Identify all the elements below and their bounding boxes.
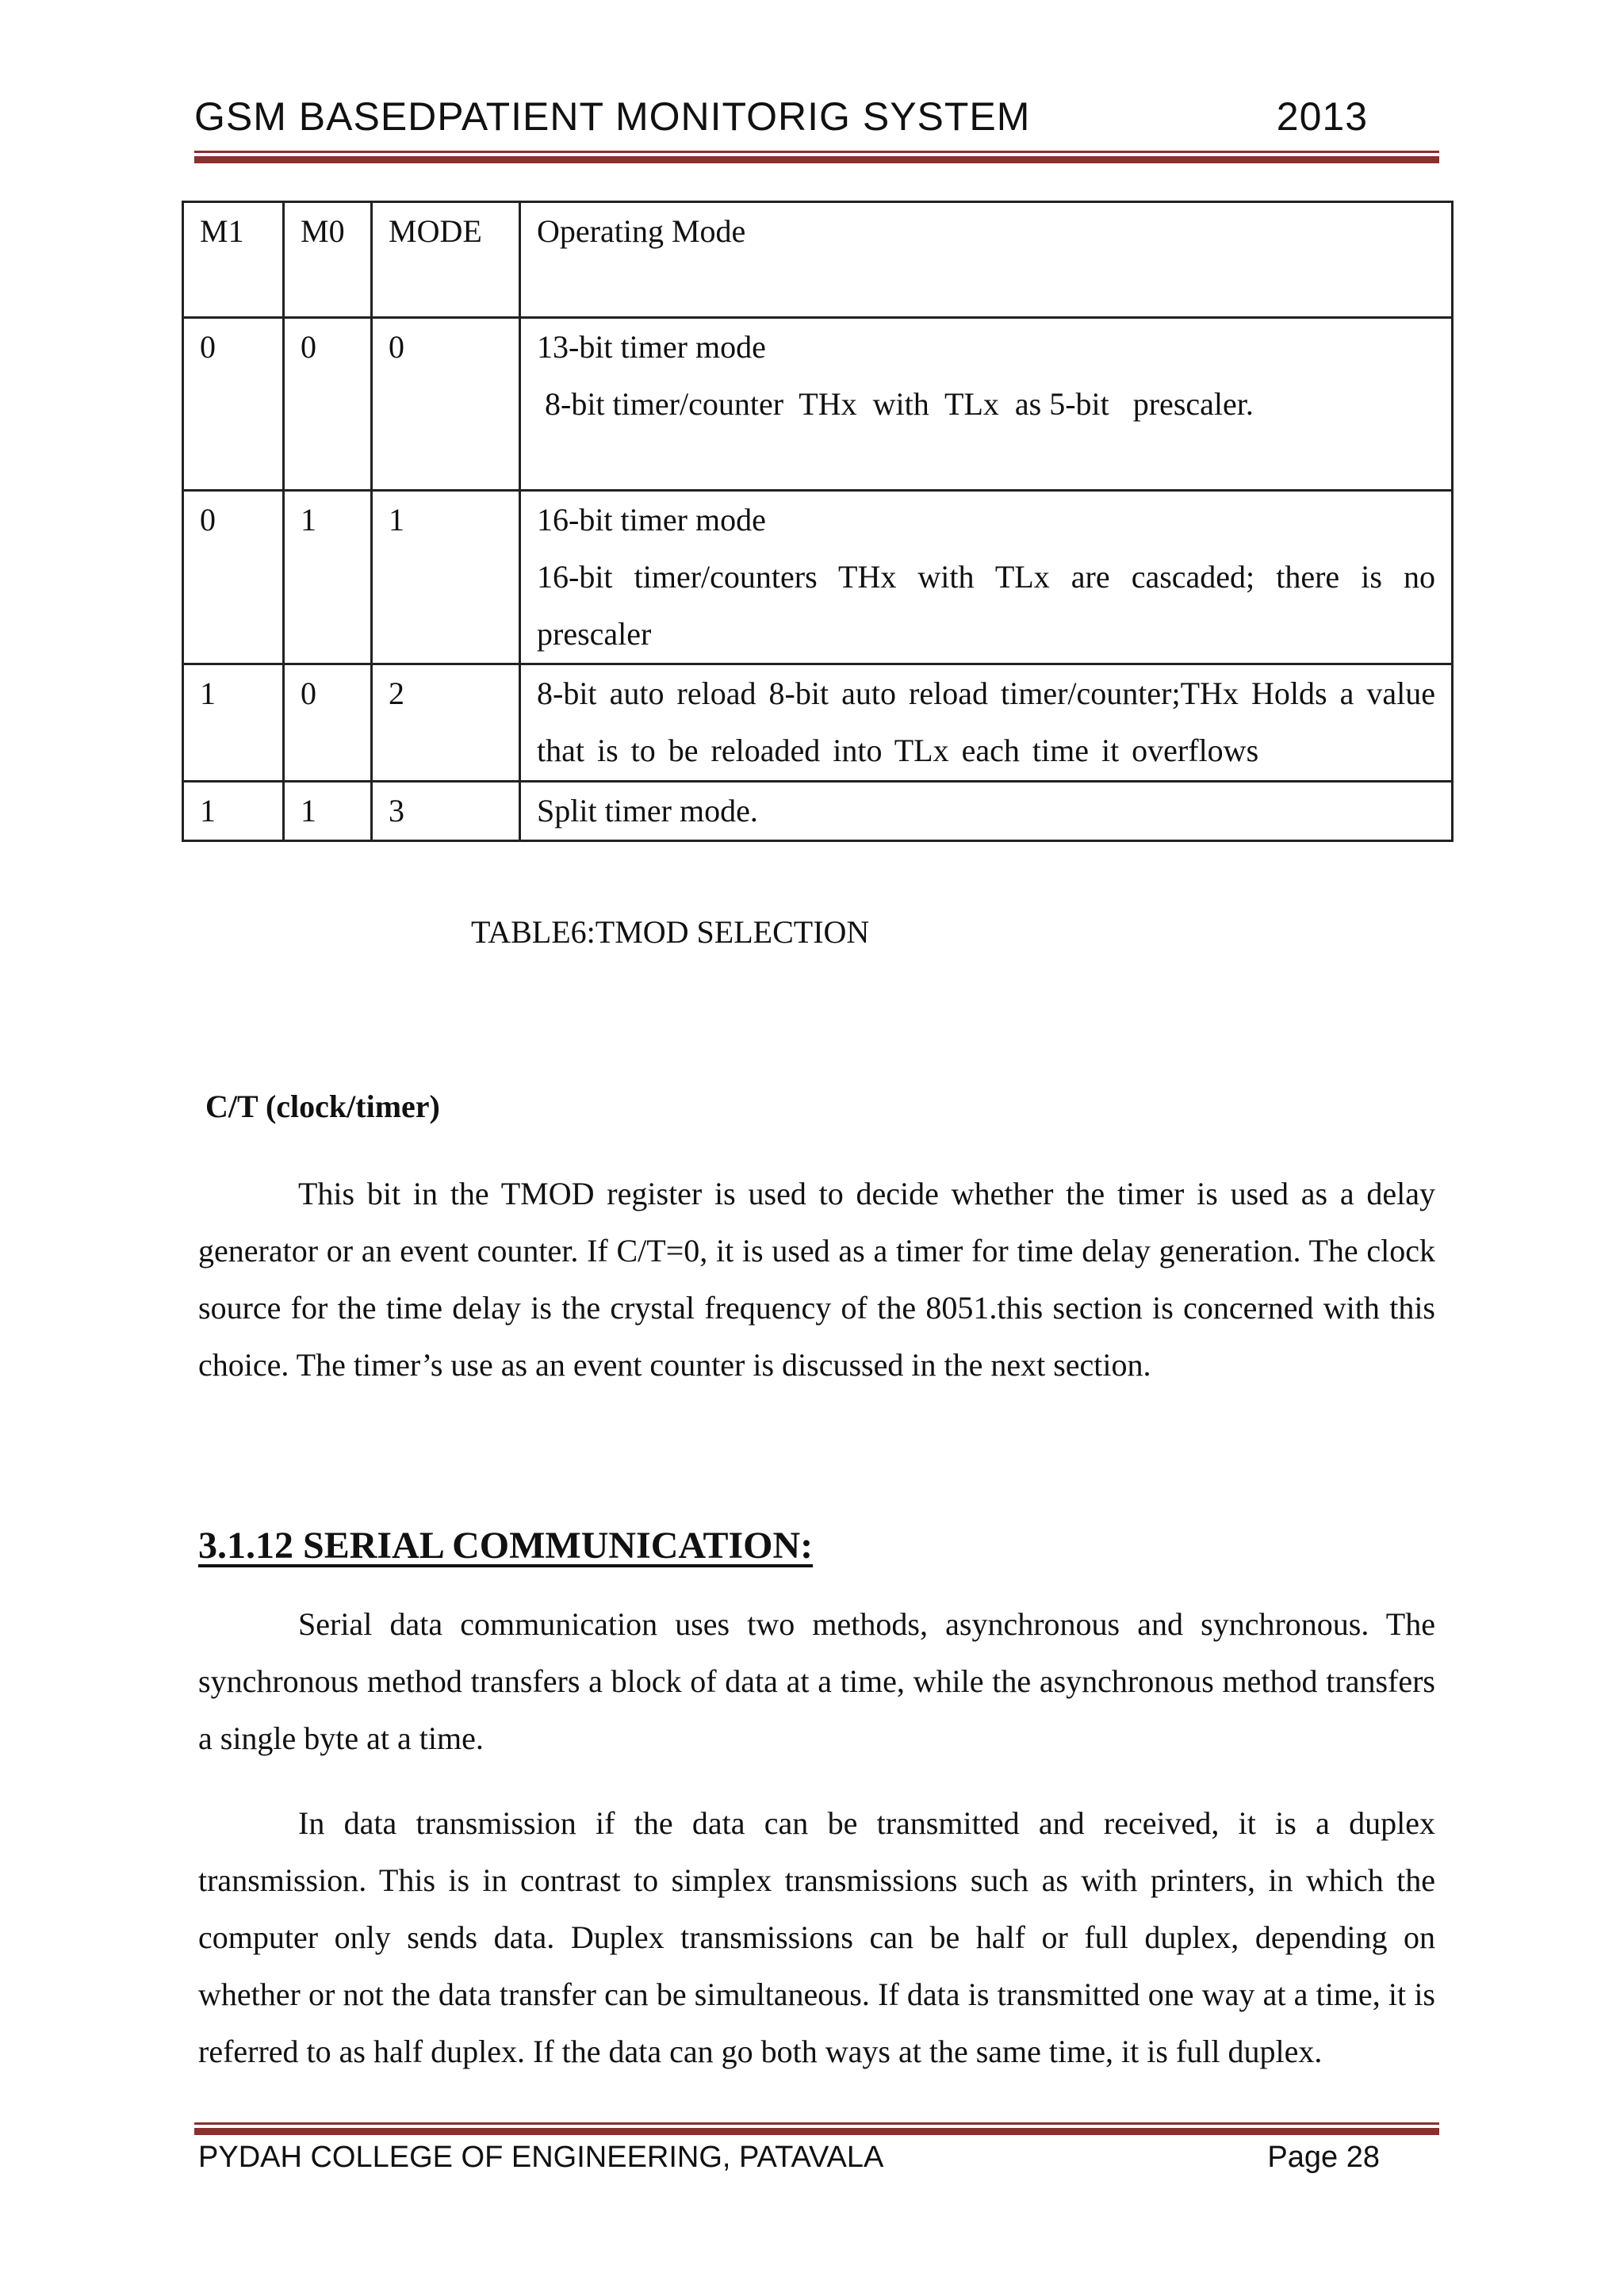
cell-mode: 3: [372, 782, 520, 841]
description-line: 8-bit timer/counter THx with TLx as 5-bit prescaler.: [537, 386, 1254, 422]
table-caption: TABLE6:TMOD SELECTION: [471, 914, 870, 950]
table-row: [183, 318, 1453, 491]
cell-m0: 1: [284, 782, 372, 841]
cell-mode: 1: [372, 491, 520, 664]
cell-m0: 0: [284, 664, 372, 782]
tmod-table: [182, 201, 1454, 842]
paragraph-ct: This bit in the TMOD register is used to decide whether the timer is used as a delay generator or an event counter. If C/T=0, it is used as a timer for time delay generation. The clock source for the time delay is the crystal frequency of the 8051.this section is concerned with this choice. The timer’s use as an event counter is discussed in the next section.: [198, 1176, 1435, 1383]
description-line: 13-bit timer mode: [537, 329, 766, 365]
cell-mode: 2: [372, 664, 520, 782]
footer-rule: [194, 2122, 1439, 2135]
header-title: GSM BASEDPATIENT MONITORIG SYSTEM: [194, 94, 1031, 139]
subheading-clock-timer: C/T (clock/timer): [205, 1089, 440, 1124]
description-line: Split timer mode.: [537, 793, 758, 828]
header-rule: [194, 151, 1439, 163]
cell-m0: 0: [284, 318, 372, 491]
page-header: [194, 94, 1368, 140]
cell-m0: 1: [284, 491, 372, 664]
cell-m1: 1: [183, 664, 284, 782]
table-row: [183, 782, 1453, 841]
cell-m1: 0: [183, 491, 284, 664]
header-year: 2013: [1276, 94, 1368, 139]
header-cell-operating-mode: Operating Mode: [520, 202, 1453, 318]
header-cell-m1: M1: [183, 202, 284, 318]
cell-description: [520, 664, 1453, 782]
description-line: 8-bit auto reload 8-bit auto reload timer/counter;THx Holds a value that is to be reloaded into TLx each time it overflows: [537, 675, 1435, 768]
table-header-row: [183, 202, 1453, 318]
table-row: [183, 664, 1453, 782]
cell-description: [520, 782, 1453, 841]
section-heading-serial-communication: 3.1.12 SERIAL COMMUNICATION:: [198, 1525, 814, 1567]
cell-description: [520, 318, 1453, 491]
paragraph-serial-methods: Serial data communication uses two methods, asynchronous and synchronous. The synchronous method transfers a block of data at a time, while the asynchronous method transfers a single byte at a time.: [198, 1606, 1435, 1756]
page-footer: [198, 2141, 1380, 2175]
description-line: 16-bit timer/counters THx with TLx are cascaded; there is no prescaler: [537, 559, 1435, 652]
cell-m1: 0: [183, 318, 284, 491]
header-cell-m0: M0: [284, 202, 372, 318]
cell-description: [520, 491, 1453, 664]
page-number: Page 28: [1267, 2141, 1380, 2174]
table-row: [183, 491, 1453, 664]
paragraph-duplex: In data transmission if the data can be transmitted and received, it is a duplex transmission. This is in contrast to simplex transmissions such as with printers, in which the computer only sends data. Duplex transmissions can be half or full duplex, depending on whether or not the data transfer can be simultaneous. If data is transmitted one way at a time, it is referred to as half duplex. If the data can go both ways at the same time, it is full duplex.: [198, 1805, 1435, 2069]
cell-mode: 0: [372, 318, 520, 491]
footer-college: PYDAH COLLEGE OF ENGINEERING, PATAVALA: [198, 2141, 884, 2174]
cell-m1: 1: [183, 782, 284, 841]
header-cell-mode: MODE: [372, 202, 520, 318]
description-line: 16-bit timer mode: [537, 502, 766, 538]
